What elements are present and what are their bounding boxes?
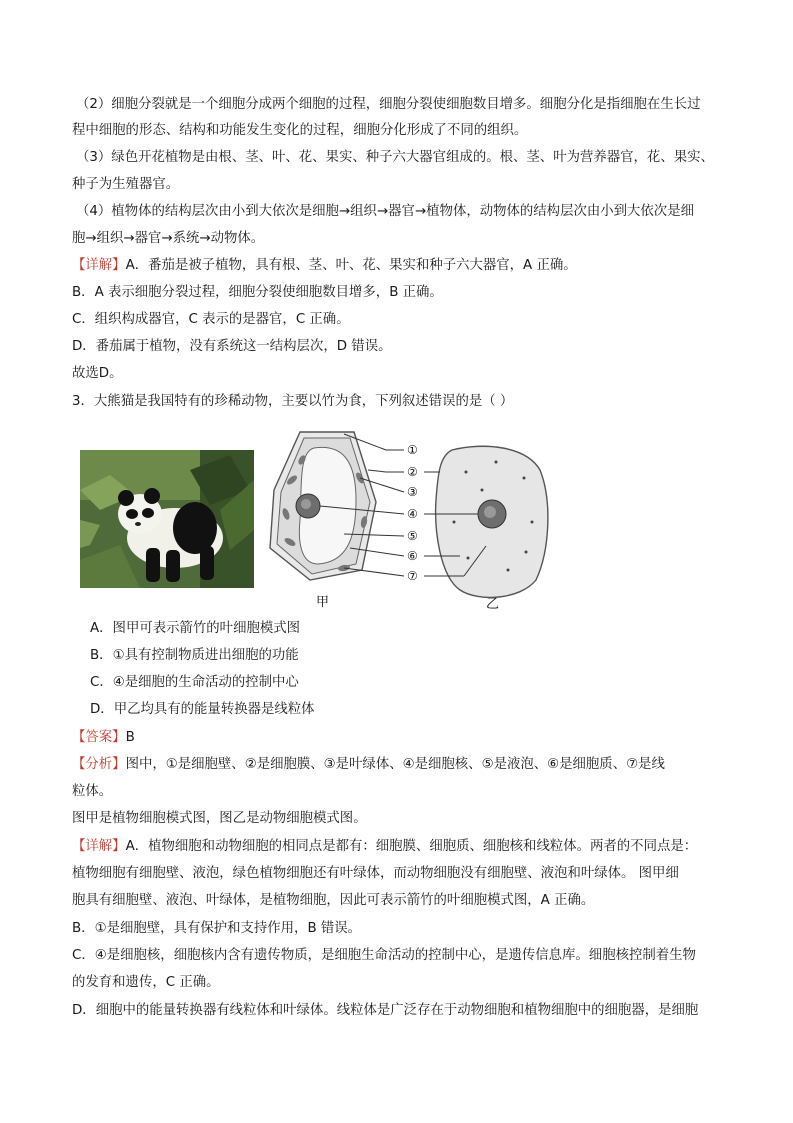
answer-value: B	[125, 730, 135, 745]
conclusion: 故选D。	[72, 366, 123, 381]
detail2-line-2: 植物细胞有细胞壁、液泡，绿色植物细胞还有叶绿体，而动物细胞没有细胞壁、液泡和叶绿体。 图甲细	[72, 866, 679, 881]
panda-photo	[80, 450, 254, 588]
label-5: ⑤	[407, 529, 418, 543]
analysis-line	[72, 755, 728, 775]
label-2: ②	[407, 465, 418, 479]
analysis-text: 图中，①是细胞壁、②是细胞膜、③是叶绿体、④是细胞核、⑤是液泡、⑥是细胞质、⑦是线	[125, 757, 665, 772]
detail-line-b: B．A 表示细胞分裂过程，细胞分裂使细胞数目增多，B 正确。	[72, 285, 443, 300]
detail-text: A．番茄是被子植物，具有根、茎、叶、花、果实和种子六大器官，A 正确。	[125, 258, 577, 273]
question-figure	[80, 430, 560, 620]
detail2-line-c1: C．④是细胞核，细胞核内含有遗传物质，是细胞生命活动的控制中心，是遗传信息库。细胞核控制着生物	[72, 948, 696, 963]
option-b: B．①具有控制物质进出细胞的功能	[90, 648, 299, 663]
text-line: （3）绿色开花植物是由根、茎、叶、花、果实、种子六大器官组成的。根、茎、叶为营养器官，花、果实、	[76, 150, 714, 165]
option-c: C．④是细胞的生命活动的控制中心	[90, 675, 299, 690]
answer-line	[72, 728, 728, 748]
label-4: ④	[407, 507, 418, 521]
nucleolus-right	[484, 506, 496, 518]
analysis-tag: 【分析】	[72, 757, 126, 772]
detail2-text: A．植物细胞和动物细胞的相同点是都有：细胞膜、细胞质、细胞核和线粒体。两者的不同点是：	[125, 839, 698, 854]
detail2-line-c2: 的发育和遗传，C 正确。	[72, 975, 220, 990]
label-7: ⑦	[407, 569, 418, 583]
answer-tag: 【答案】	[72, 730, 126, 745]
detail2-line-b: B．①是细胞壁，具有保护和支持作用，B 错误。	[72, 921, 362, 936]
nucleolus-left	[301, 499, 311, 509]
option-d: D．甲乙均具有的能量转换器是线粒体	[90, 702, 315, 717]
text-line: 程中细胞的形态、结构和功能发生变化的过程，细胞分化形成了不同的组织。	[72, 123, 528, 138]
label-3: ③	[407, 485, 418, 499]
text-line: （4）植物体的结构层次由小到大依次是细胞→组织→器官→植物体，动物体的结构层次由小到大依次是细	[76, 204, 694, 219]
detail-tag: 【详解】	[72, 258, 126, 273]
detail-line	[72, 256, 728, 276]
detail2-line	[72, 837, 728, 857]
text-line: 胞→组织→器官→系统→动物体。	[72, 231, 265, 246]
detail2-line-d: D．细胞中的能量转换器有线粒体和叶绿体。线粒体是广泛存在于动物细胞和植物细胞中的细胞器，是细胞	[72, 1003, 699, 1018]
caption-right: 乙	[486, 597, 500, 612]
analysis-line-2: 粒体。	[72, 784, 113, 799]
cell-labels	[407, 443, 418, 583]
detail2-tag: 【详解】	[72, 839, 126, 854]
analysis-line-3: 图甲是植物细胞模式图，图乙是动物细胞模式图。	[72, 811, 367, 826]
detail-line-d: D．番茄属于植物，没有系统这一结构层次，D 错误。	[72, 339, 392, 354]
detail2-line-3: 胞具有细胞壁、液泡、叶绿体，是植物细胞，因此可表示箭竹的叶细胞模式图，A 正确。	[72, 893, 595, 908]
caption-left: 甲	[316, 595, 330, 610]
cell-diagram	[264, 430, 554, 620]
text-line: 种子为生殖器官。	[72, 177, 180, 192]
label-1: ①	[407, 443, 418, 457]
detail-line-c: C．组织构成器官，C 表示的是器官，C 正确。	[72, 312, 350, 327]
option-a: A．图甲可表示箭竹的叶细胞模式图	[90, 621, 301, 636]
label-6: ⑥	[407, 549, 418, 563]
text-line: （2）细胞分裂就是一个细胞分成两个细胞的过程，细胞分裂使细胞数目增多。细胞分化是指细胞在生长过	[76, 97, 701, 112]
question-stem: 3．大熊猫是我国特有的珍稀动物，主要以竹为食，下列叙述错误的是（ ）	[72, 394, 514, 409]
